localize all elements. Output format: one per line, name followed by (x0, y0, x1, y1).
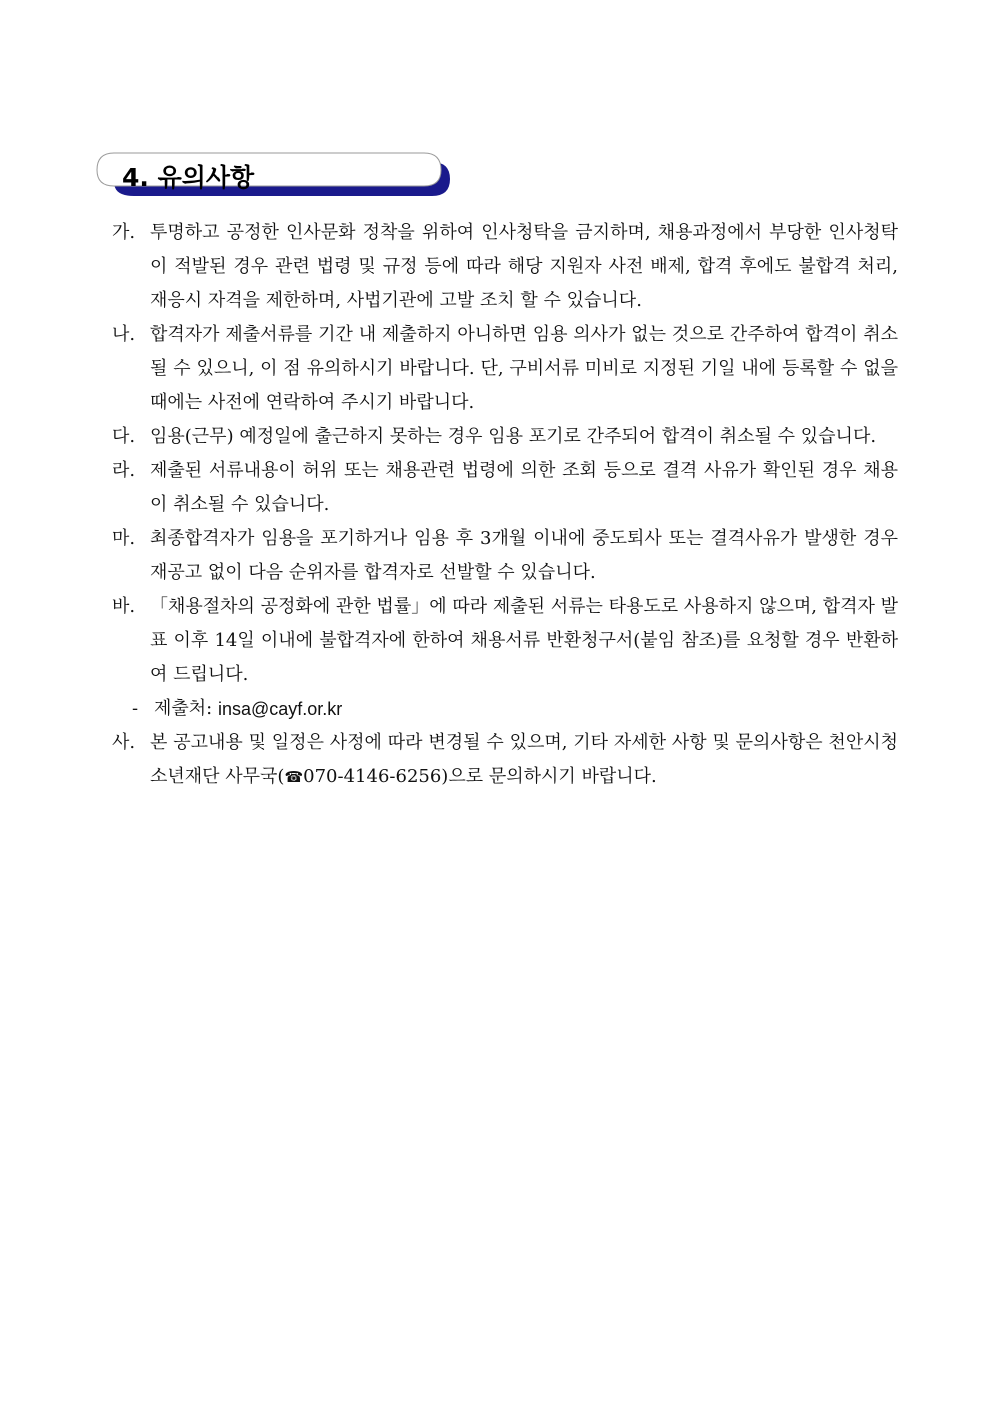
submission-label: 제출처: (154, 698, 213, 719)
notice-marker: 바. (112, 596, 136, 617)
notice-text: 최종합격자가 임용을 포기하거나 임용 후 3개월 이내에 중도퇴사 또는 결격사유가 발생한 경우 재공고 없이 다음 순위자를 합격자로 선발할 수 있습니다. (150, 528, 898, 583)
phone-icon: ☎ (284, 768, 304, 786)
notice-item (112, 420, 898, 454)
notice-item (112, 454, 898, 522)
notice-text: 임용(근무) 예정일에 출근하지 못하는 경우 임용 포기로 간주되어 합격이 취소될 수 있습니다. (150, 426, 877, 447)
notice-item (112, 522, 898, 590)
notice-marker: 가. (112, 222, 136, 243)
submission-email[interactable]: insa@cayf.or.kr (217, 699, 343, 719)
phone-number: 070-4146-6256 (303, 766, 442, 787)
notice-text-before-phone: 본 공고내용 및 일정은 사정에 따라 변경될 수 있으며, 기타 자세한 사항 및 문의사항은 천안시청소년재단 사무국( (150, 732, 898, 787)
notice-list (112, 216, 898, 794)
notice-text (150, 726, 898, 794)
notice-marker: 라. (112, 460, 136, 481)
notice-item (112, 318, 898, 420)
notice-text-after-phone: )으로 문의하시기 바랍니다. (441, 766, 657, 787)
notice-marker: 다. (112, 426, 136, 447)
section-header (94, 152, 452, 200)
section-title: 4. 유의사항 (122, 163, 255, 192)
notice-marker: 나. (112, 324, 136, 345)
notice-marker: 마. (112, 528, 136, 549)
notice-item (112, 726, 898, 794)
submission-marker: - (132, 698, 139, 719)
notice-text: 제출된 서류내용이 허위 또는 채용관련 법령에 의한 조회 등으로 결격 사유가 확인된 경우 채용이 취소될 수 있습니다. (150, 460, 898, 515)
notice-text: 합격자가 제출서류를 기간 내 제출하지 아니하면 임용 의사가 없는 것으로 간주하여 합격이 취소될 수 있으니, 이 점 유의하시기 바랍니다. 단, 구비서류 미비로 지정된 기일 내에 등록할 수 없을 때에는 사전에 연락하여 주시기 바랍니다. (150, 324, 898, 413)
notice-item (112, 216, 898, 318)
notice-item (112, 590, 898, 692)
notice-text: 투명하고 공정한 인사문화 정착을 위하여 인사청탁을 금지하며, 채용과정에서 부당한 인사청탁이 적발된 경우 관련 법령 및 규정 등에 따라 해당 지원자 사전 배제, 합격 후에도 불합격 처리, 재응시 자격을 제한하며, 사법기관에 고발 조치 할 수 있습니다. (150, 222, 898, 311)
notice-marker: 사. (112, 732, 136, 753)
notice-text: 「채용절차의 공정화에 관한 법률」에 따라 제출된 서류는 타용도로 사용하지 않으며, 합격자 발표 이후 14일 이내에 불합격자에 한하여 채용서류 반환청구서(붙임 참조)를 요청할 경우 반환하여 드립니다. (150, 596, 899, 685)
submission-line (112, 692, 898, 726)
